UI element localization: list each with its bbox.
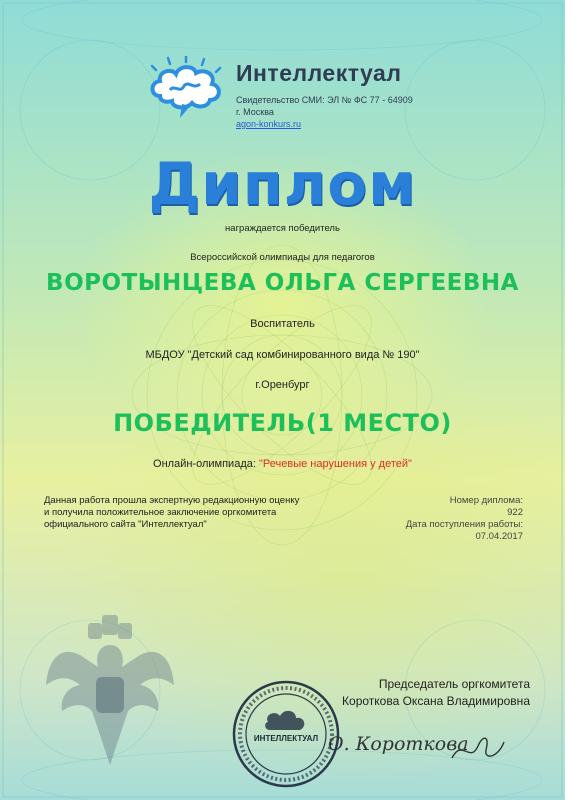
coat-of-arms-icon: [40, 615, 180, 775]
expert-note: [44, 495, 344, 531]
brand-name: Интеллектуал: [236, 60, 402, 86]
diploma-title: Диплом: [148, 150, 417, 218]
expert-note-line: официального сайта "Интеллектуал": [44, 519, 207, 530]
olympiad-label: Онлайн-олимпиада:: [153, 458, 256, 470]
recipient-name: ВОРОТЫНЦЕВА ОЛЬГА СЕРГЕЕВНА: [46, 270, 519, 296]
expert-note-line: Данная работа прошла экспертную редакционную оценку: [44, 495, 300, 506]
diploma-info: [360, 495, 523, 543]
awarded-text: награждается победитель: [225, 223, 340, 234]
stamp-center-text: ИНТЕЛЛЕКТУАЛ: [253, 734, 319, 743]
recipient-organization: МБДОУ "Детский сад комбинированного вида № 190": [145, 349, 420, 361]
expert-note-line: и получила положительное заключение оргкомитета: [44, 507, 277, 518]
diploma-date-label: Дата поступления работы:: [405, 519, 523, 530]
brand-site-link[interactable]: agon-konkurs.ru: [236, 119, 302, 129]
chair-name: Короткова Оксана Владимировна: [342, 694, 530, 708]
place-result: ПОБЕДИТЕЛЬ(1 МЕСТО): [113, 409, 452, 437]
diploma-date: 07.04.2017: [475, 531, 523, 542]
brand-city: г. Москва: [236, 107, 274, 117]
olympiad-topic-line: [0, 458, 565, 470]
chair-block: [320, 676, 530, 710]
chair-title: Председатель оргкомитета: [378, 677, 530, 691]
recipient-position: Воспитатель: [250, 318, 315, 330]
diploma-number-label: Номер диплома:: [449, 495, 523, 506]
chair-signature: О. Короткова: [328, 733, 469, 755]
diploma-number: 922: [507, 507, 523, 518]
recipient-city: г.Оренбург: [255, 379, 310, 391]
brain-cloud-logo-icon: [146, 56, 228, 126]
signature-flourish-icon: [448, 728, 508, 768]
olympiad-line: Всероссийской олимпиады для педагогов: [190, 252, 375, 263]
olympiad-topic: "Речевые нарушения у детей": [258, 458, 412, 470]
brand-license: Свидетельство СМИ: ЭЛ № ФС 77 - 64909: [236, 95, 413, 105]
